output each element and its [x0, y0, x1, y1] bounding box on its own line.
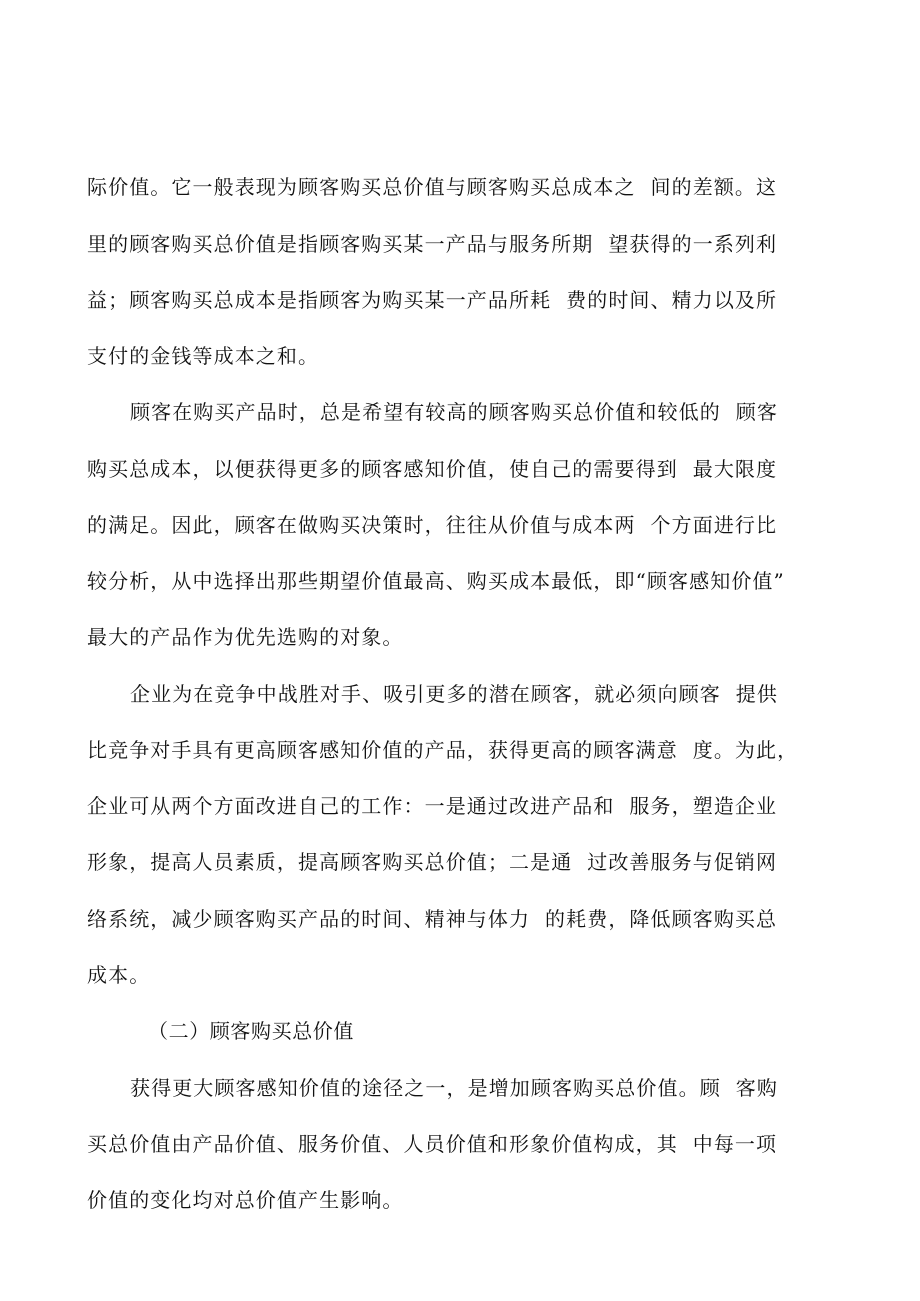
- paragraph-1-line-3: 益；顾客购买总成本是指顾客为购买某一产品所耗 费的时间、精力以及所: [87, 288, 778, 312]
- section-heading: （二）顾客购买总价值: [148, 1019, 354, 1043]
- paragraph-4-line-2: 买总价值由产品价值、服务价值、人员价值和形象价值构成，其 中每一项: [87, 1132, 778, 1156]
- paragraph-4-line-1: 获得更大顾客感知价值的途径之一，是增加顾客购买总价值。顾 客购: [130, 1076, 778, 1100]
- paragraph-2-line-5: 最大的产品作为优先选购的对象。: [87, 625, 404, 649]
- paragraph-4-line-3: 价值的变化均对总价值产生影响。: [87, 1188, 404, 1212]
- paragraph-2-line-4: 较分析，从中选择出那些期望价值最高、购买成本最低，即“顾客感知价值”: [87, 569, 785, 593]
- paragraph-1-line-2: 里的顾客购买总价值是指顾客购买某一产品与服务所期 望获得的一系列利: [87, 232, 778, 256]
- paragraph-3-line-3: 企业可从两个方面改进自己的工作：一是通过改进产品和 服务，塑造企业: [87, 794, 778, 818]
- paragraph-3-line-6: 成本。: [87, 963, 151, 987]
- paragraph-3-line-5: 络系统，减少顾客购买产品的时间、精神与体力 的耗费，降低顾客购买总: [87, 907, 778, 931]
- paragraph-2-line-1: 顾客在购买产品时，总是希望有较高的顾客购买总价值和较低的 顾客: [130, 400, 778, 424]
- paragraph-1-line-1: 际价值。它一般表现为顾客购买总价值与顾客购买总成本之 间的差额。这: [87, 175, 778, 199]
- paragraph-2-line-2: 购买总成本，以便获得更多的顾客感知价值，使自己的需要得到 最大限度: [87, 457, 778, 481]
- paragraph-3-line-2: 比竞争对手具有更高顾客感知价值的产品，获得更高的顾客满意 度。为此，: [87, 738, 799, 762]
- paragraph-1-line-4: 支付的金钱等成本之和。: [87, 344, 320, 368]
- paragraph-3-line-1: 企业为在竞争中战胜对手、吸引更多的潜在顾客，就必须向顾客 提供: [130, 682, 778, 706]
- paragraph-3-line-4: 形象，提高人员素质，提高顾客购买总价值；二是通 过改善服务与促销网: [87, 850, 778, 874]
- paragraph-2-line-3: 的满足。因此，顾客在做购买决策时，往往从价值与成本两 个方面进行比: [87, 513, 778, 537]
